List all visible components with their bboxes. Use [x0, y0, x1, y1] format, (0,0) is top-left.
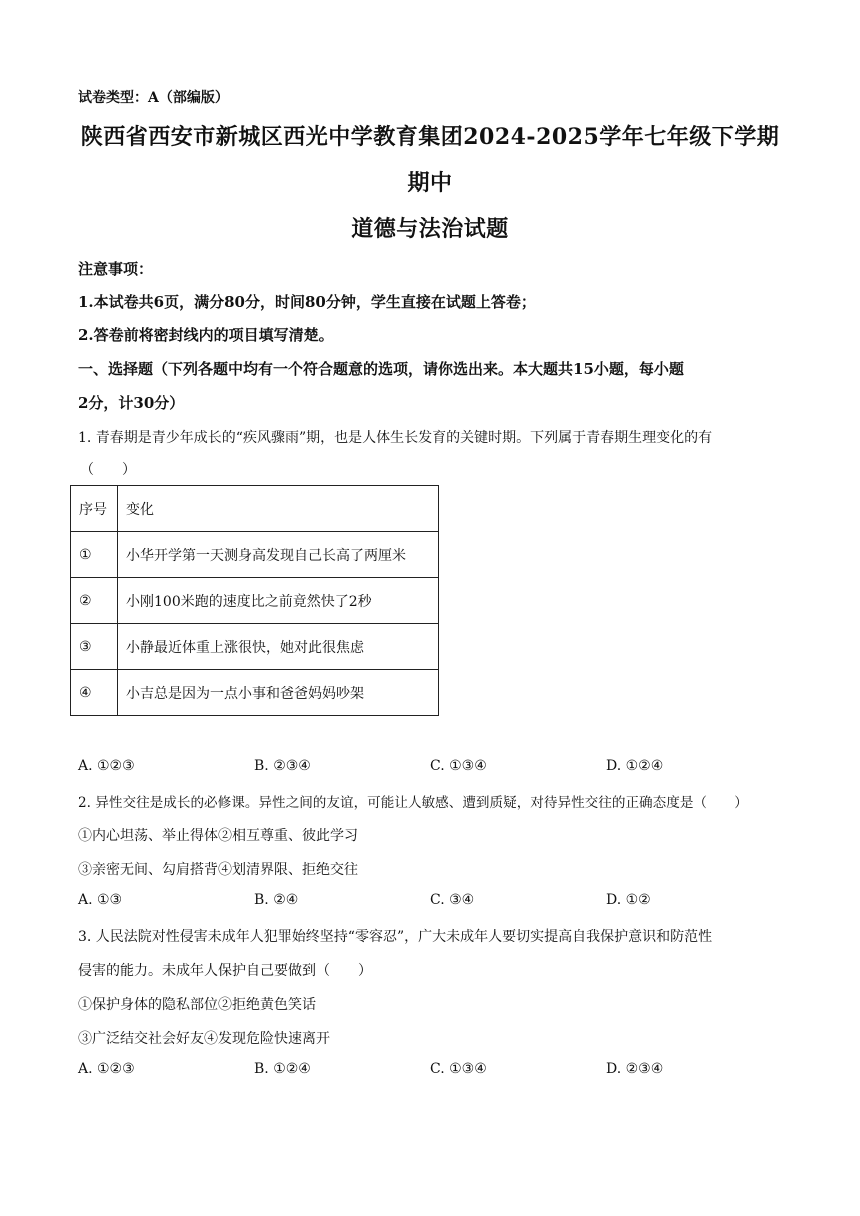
q1-stem: 1. 青春期是青少年成长的“疾风骤雨”期，也是人体生长发育的关键时期。下列属于青春期生理变化的有: [78, 430, 713, 446]
table-header-cell: 序号: [71, 486, 118, 532]
table-cell: 小华开学第一天测身高发现自己长高了两厘米: [118, 532, 439, 578]
notice-item-1: 1.本试卷共6页，满分80分，时间80分钟，学生直接在试题上答卷；: [78, 293, 536, 311]
q2-option-c[interactable]: C. ③④: [430, 892, 475, 908]
notice-item-2: 2.答卷前将密封线内的项目填写清楚。: [78, 326, 334, 344]
q1-answer-paren: （ ）: [80, 462, 136, 478]
table-cell: ②: [71, 578, 118, 624]
q2-option-a[interactable]: A. ①③: [78, 892, 123, 908]
table-cell: ③: [71, 624, 118, 670]
q3-stem-line2: 侵害的能力。未成年人保护自己要做到（ ）: [78, 963, 372, 979]
q1-option-d[interactable]: D. ①②④: [606, 758, 664, 774]
table-header-row: [71, 486, 439, 532]
table-header-cell: 变化: [118, 486, 439, 532]
q2-statement-line1: ①内心坦荡、举止得体②相互尊重、彼此学习: [78, 828, 358, 844]
exam-subtitle: 道德与法治试题: [351, 216, 509, 242]
q3-statement-line2: ③广泛结交社会好友④发现危险快速离开: [78, 1031, 330, 1047]
notice-heading: 注意事项：: [78, 260, 154, 278]
exam-title-line1: 陕西省西安市新城区西光中学教育集团2024-2025学年七年级下学期: [80, 124, 780, 150]
q2-option-d[interactable]: D. ①②: [606, 892, 651, 908]
table-cell: 小静最近体重上涨很快，她对此很焦虑: [118, 624, 439, 670]
exam-type-label: 试卷类型：A（部编版）: [78, 90, 229, 106]
table-row: [71, 578, 439, 624]
table-row: [71, 624, 439, 670]
q3-statement-line1: ①保护身体的隐私部位②拒绝黄色笑话: [78, 997, 316, 1013]
q3-option-d[interactable]: D. ②③④: [606, 1061, 664, 1077]
section1-heading-line1: 一、选择题（下列各题中均有一个符合题意的选项，请你选出来。本大题共15小题，每小题: [78, 360, 684, 378]
q2-statement-line2: ③亲密无间、勾肩搭背④划清界限、拒绝交往: [78, 862, 358, 878]
q1-option-c[interactable]: C. ①③④: [430, 758, 487, 774]
q1-option-a[interactable]: A. ①②③: [78, 758, 135, 774]
exam-title-line2: 期中: [407, 170, 453, 196]
q3-stem-line1: 3. 人民法院对性侵害未成年人犯罪始终坚持“零容忍”，广大未成年人要切实提高自我保护意识和防范性: [78, 929, 713, 945]
q3-option-a[interactable]: A. ①②③: [78, 1061, 135, 1077]
table-cell: 小吉总是因为一点小事和爸爸妈妈吵架: [118, 670, 439, 716]
table-cell: 小刚100米跑的速度比之前竟然快了2秒: [118, 578, 439, 624]
table-row: [71, 532, 439, 578]
q3-option-c[interactable]: C. ①③④: [430, 1061, 487, 1077]
table-cell: ①: [71, 532, 118, 578]
table-cell: ④: [71, 670, 118, 716]
q2-stem: 2. 异性交往是成长的必修课。异性之间的友谊，可能让人敏感、遭到质疑，对待异性交往的正确态度是（ ）: [78, 795, 748, 811]
q3-option-b[interactable]: B. ①②④: [254, 1061, 311, 1077]
q1-table: [70, 485, 439, 716]
section1-heading-line2: 2分，计30分）: [78, 394, 185, 412]
table-row: [71, 670, 439, 716]
q1-option-b[interactable]: B. ②③④: [254, 758, 311, 774]
q2-option-b[interactable]: B. ②④: [254, 892, 299, 908]
